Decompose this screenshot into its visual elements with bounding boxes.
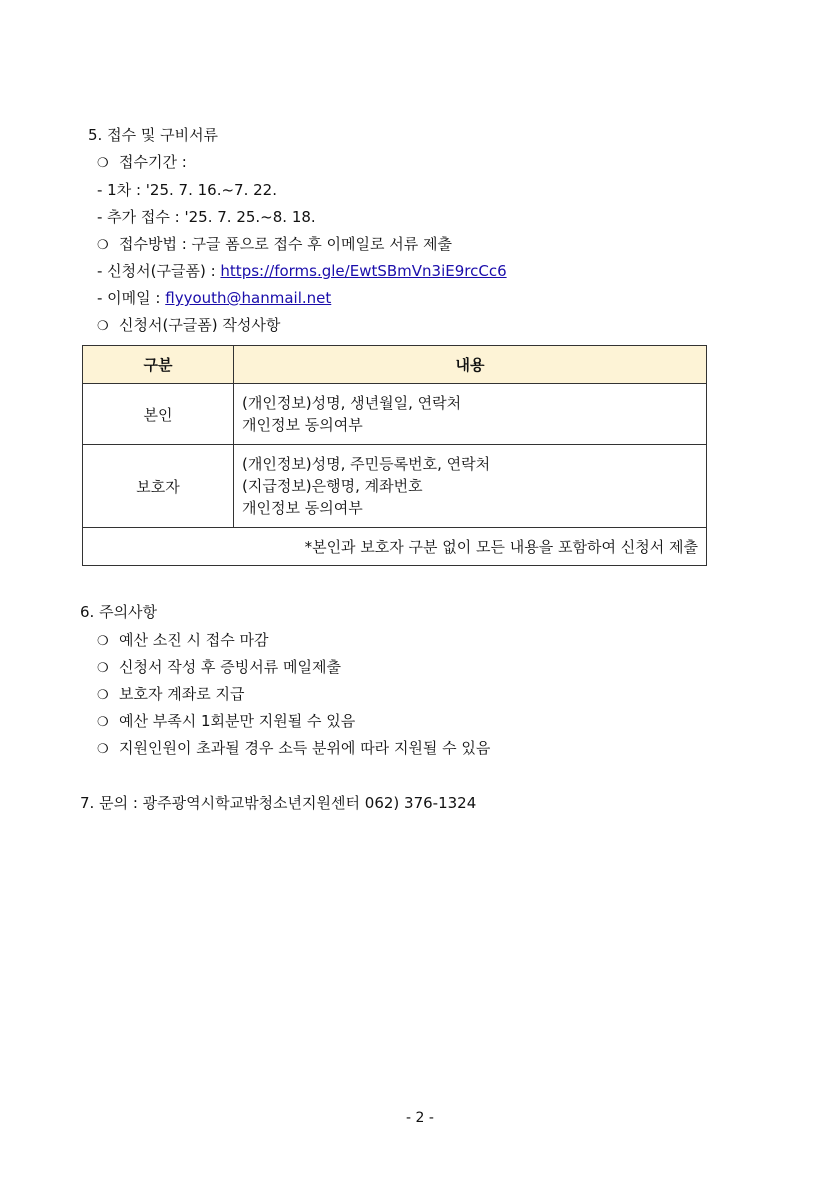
section6-title: 6. 주의사항 — [80, 603, 158, 621]
form-label: - 신청서(구글폼) : — [97, 262, 221, 280]
circle-bullet-icon: ❍ — [97, 634, 109, 649]
circle-bullet-icon: ❍ — [97, 319, 109, 334]
list-item — [97, 684, 244, 706]
page-number: - 2 - — [406, 1110, 434, 1126]
notice-text: 예산 소진 시 접수 마감 — [119, 631, 269, 649]
form-item — [97, 261, 507, 281]
email-link[interactable]: flyyouth@hanmail.net — [165, 289, 332, 307]
email-item — [97, 288, 331, 308]
form-items-title — [97, 315, 280, 337]
content-line: (개인정보)성명, 생년월일, 연락처 — [242, 394, 462, 412]
table-note-row — [83, 528, 707, 566]
content-line: (개인정보)성명, 주민등록번호, 연락처 — [242, 455, 491, 473]
row-content — [234, 384, 707, 445]
content-line: 개인정보 동의여부 — [242, 499, 363, 517]
list-item — [97, 738, 490, 760]
circle-bullet-icon: ❍ — [97, 238, 109, 253]
circle-bullet-icon: ❍ — [97, 715, 109, 730]
row-category: 보호자 — [83, 445, 234, 528]
circle-bullet-icon: ❍ — [97, 688, 109, 703]
period-item — [97, 152, 187, 174]
header-content: 내용 — [234, 346, 707, 384]
form-items-title-text: 신청서(구글폼) 작성사항 — [119, 316, 281, 334]
header-category: 구분 — [83, 346, 234, 384]
circle-bullet-icon: ❍ — [97, 661, 109, 676]
contact-info: 7. 문의 : 광주광역시학교밖청소년지원센터 062) 376-1324 — [80, 794, 477, 812]
table-row — [83, 384, 707, 445]
circle-bullet-icon: ❍ — [97, 742, 109, 757]
round-add-text: - 추가 접수 : '25. 7. 25.~8. 18. — [97, 208, 316, 226]
notice-text: 지원인원이 초과될 경우 소득 분위에 따라 지원될 수 있음 — [119, 739, 491, 757]
table-header-row — [83, 346, 707, 384]
form-items-table — [82, 345, 707, 566]
email-label: - 이메일 : — [97, 289, 166, 307]
period-label: 접수기간 : — [119, 153, 187, 171]
notice-text: 신청서 작성 후 증빙서류 메일제출 — [119, 658, 341, 676]
row-category: 본인 — [83, 384, 234, 445]
row-content — [234, 445, 707, 528]
content-line: 개인정보 동의여부 — [242, 416, 363, 434]
method-item — [97, 234, 452, 256]
list-item — [97, 711, 355, 733]
table-note: *본인과 보호자 구분 없이 모든 내용을 포함하여 신청서 제출 — [83, 528, 707, 566]
section5-title: 5. 접수 및 구비서류 — [88, 126, 219, 144]
method-text: 접수방법 : 구글 폼으로 접수 후 이메일로 서류 제출 — [119, 235, 453, 253]
list-item — [97, 657, 341, 679]
content-line: (지급정보)은행명, 계좌번호 — [242, 477, 423, 495]
notice-text: 보호자 계좌로 지급 — [119, 685, 245, 703]
list-item — [97, 630, 268, 652]
notice-text: 예산 부족시 1회분만 지원될 수 있음 — [119, 712, 356, 730]
form-link[interactable]: https://forms.gle/EwtSBmVn3iE9rcCc6 — [220, 262, 507, 280]
table-row — [83, 445, 707, 528]
round1-text: - 1차 : '25. 7. 16.~7. 22. — [97, 181, 277, 199]
circle-bullet-icon: ❍ — [97, 156, 109, 171]
